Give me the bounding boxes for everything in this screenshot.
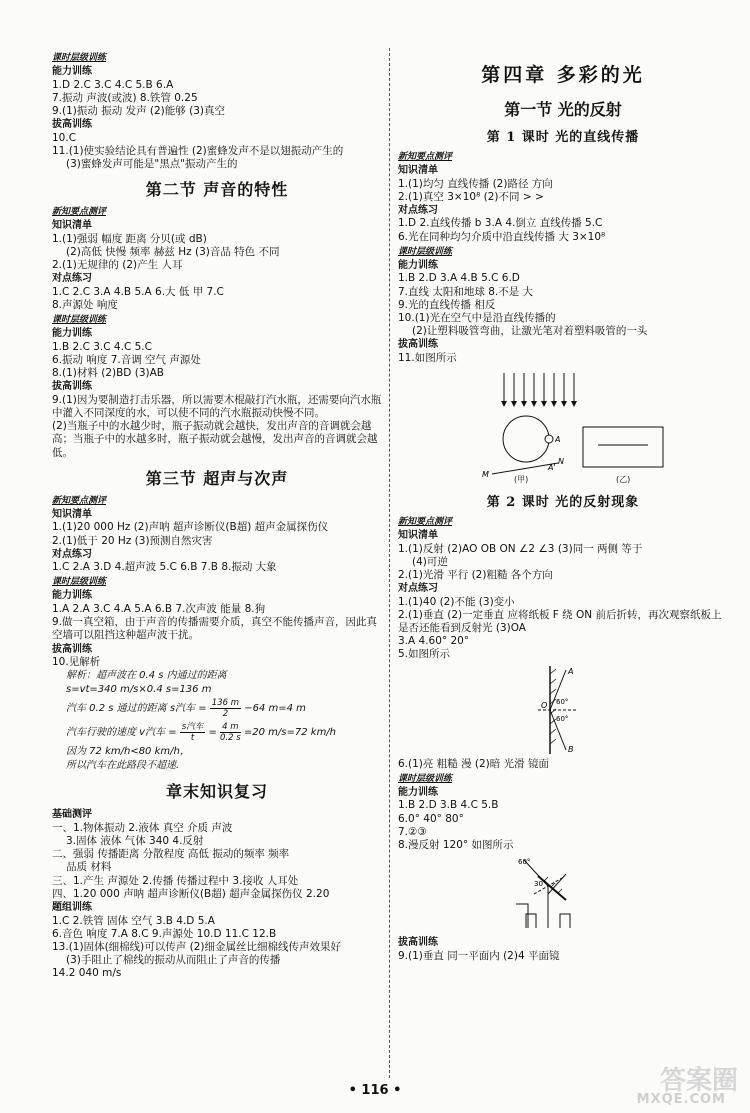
- answer-line: 三、1.产生 声源处 2.传播 传播过程中 3.接收 人耳处: [52, 874, 299, 887]
- fraction-numerator: 4 m: [220, 722, 241, 733]
- subheading: 基础测评: [52, 809, 92, 821]
- watermark-logo: 答案圈: [659, 1066, 738, 1096]
- subheading: 拔高训练: [398, 339, 438, 351]
- subheading: 题组训练: [52, 902, 92, 913]
- answer-line: 7.②③: [398, 825, 427, 838]
- moon-dot: [545, 435, 553, 443]
- tag-practice: 课时层级训练: [52, 577, 107, 588]
- chapter-title: 第四章 多彩的光: [481, 64, 645, 86]
- answer-line: 3.A 4.60° 20°: [398, 635, 470, 648]
- answer-line: 1.A 2.A 3.C 4.A 5.A 6.B 7.次声波 能量 8.狗: [52, 602, 266, 615]
- answer-line: 6.(1)亮 粗糙 漫 (2)暗 光滑 镜面: [398, 757, 549, 770]
- answer-line: 9.光的直线传播 相反: [398, 298, 496, 311]
- tag-practice: 课时层级训练: [52, 315, 107, 326]
- answer-line: 3.固体 液体 气体 340 4.反射: [66, 834, 204, 847]
- fraction: [180, 722, 205, 743]
- answer-line: 2.(1)低于 20 Hz (3)预测自然灾害: [52, 534, 213, 547]
- subheading: 能力训练: [52, 328, 92, 340]
- tag-new-knowledge: 新知要点测评: [398, 517, 453, 528]
- right-column: [398, 50, 728, 963]
- answer-line: 1.(1)强弱 幅度 距离 分贝(或 dB): [52, 232, 207, 245]
- answer-line: 品质 材料: [66, 861, 112, 874]
- section-title: 第三节 超声与次声: [145, 468, 289, 488]
- answer-paragraph: (2)当瓶子中的水越少时，瓶子振动就会越快，发出声音的音调就会越高；当瓶子中的水越多时，瓶子振动就会越慢，发出声音的音调就会越低。: [52, 420, 378, 459]
- subheading: 知识清单: [398, 165, 438, 176]
- answer-line: 2.(1)无规律的 (2)产生 人耳: [52, 259, 183, 272]
- watermark-url: MXQE.COM: [636, 1092, 726, 1107]
- subheading: 能力训练: [52, 590, 92, 602]
- solution-line: 因为 72 km/h<80 km/h，: [66, 746, 190, 758]
- angle-label-30: 30°: [534, 880, 547, 889]
- fraction-numerator: s汽车: [181, 721, 204, 732]
- page-number: • 116 •: [348, 1083, 402, 1098]
- answer-line: 1.B 2.D 3.A 4.B 5.C 6.D: [398, 272, 520, 285]
- answer-line: 10.C: [52, 131, 77, 144]
- fraction-denominator: t: [190, 732, 195, 743]
- figure-11: [398, 367, 728, 479]
- tag-practice: 课时层级训练: [398, 773, 453, 784]
- answer-line: 6.0° 40° 80°: [398, 812, 464, 825]
- answer-line: 11.(1)使实验结论具有普遍性 (2)蜜蜂发声不是以翅振动产生的: [52, 144, 344, 157]
- answer-line: 7.振动 声波(或波) 8.铁管 0.25: [52, 91, 198, 104]
- answer-line: 1.(1)反射 (2)AO OB ON ∠2 ∠3 (3)同一 两侧 等于: [398, 542, 643, 555]
- answer-line: 1.B 2.C 3.C 4.C 5.C: [52, 340, 152, 353]
- section-title: 章末知识复习: [165, 782, 268, 802]
- section-title: 第一节 光的反射: [504, 100, 622, 119]
- answer-line: 9.(1)振动 振动 发声 (2)能够 (3)真空: [52, 104, 225, 117]
- answer-line: 8.(1)材料 (2)BD (3)AB: [52, 367, 164, 380]
- screen-rectangle: [583, 427, 663, 467]
- earth-orbit-circle: [503, 416, 549, 462]
- answer-line: 11.如图所示: [398, 351, 457, 364]
- answer-line: 1.(1)40 (2)不能 (3)变小: [398, 595, 515, 608]
- base-right: [560, 914, 570, 928]
- tag-practice: 课时层级训练: [398, 246, 453, 257]
- parallel-light-rays: [504, 373, 574, 405]
- label-B: B: [568, 744, 574, 754]
- fraction-denominator: 2: [222, 708, 229, 719]
- label-A-prime: A': [548, 463, 556, 473]
- answer-line: 1.C 2.铁管 固体 空气 3.B 4.D 5.A: [52, 914, 215, 927]
- figure-8-periscope: [398, 854, 728, 934]
- subheading: 拔高训练: [52, 643, 92, 655]
- column-divider: [389, 48, 390, 1078]
- formula-text: =20 m/s=72 km/h: [243, 727, 337, 739]
- answer-line: 14.2 040 m/s: [52, 967, 122, 980]
- subheading: 拔高训练: [52, 119, 92, 131]
- answer-line: 1.B 2.D 3.B 4.C 5.B: [398, 799, 499, 812]
- formula-text: 汽车行驶的速度 v汽车 =: [66, 727, 177, 739]
- answer-line: 9.(1)垂直 同一平面内 (2)4 平面镜: [398, 949, 560, 962]
- section-title: 第二节 声音的特性: [145, 180, 289, 200]
- answer-line: 13.(1)固体(细棉线)可以传声 (2)细金属丝比细棉线传声效果好: [52, 940, 341, 953]
- tag-new-knowledge: 新知要点测评: [52, 495, 107, 506]
- answer-line: 7.直线 太阳和地球 8.不是 大: [398, 285, 534, 298]
- tag-practice: 课时层级训练: [52, 53, 107, 63]
- subheading: 对点练习: [52, 548, 92, 560]
- caption-jia: (甲): [514, 475, 529, 485]
- solution-formula: [52, 721, 382, 745]
- answer-line: 10.见解析: [52, 656, 101, 669]
- answer-line: 8.声源处 响度: [52, 299, 118, 312]
- answer-line: (3)手阻止了棉线的振动从而阻止了声音的传播: [66, 954, 281, 967]
- answer-paragraph: 2.(1)垂直 (2)一定垂直 应将纸板 F 绕 ON 前后折转，再次观察纸板上是否还能看到反射光 (3)OA: [398, 608, 722, 635]
- answer-line: (4)可逆: [412, 555, 448, 568]
- answer-line: (3)蜜蜂发声可能是"黑点"振动产生的: [66, 158, 238, 171]
- figure-5-reflection: [398, 664, 728, 756]
- fraction: [220, 722, 241, 743]
- subheading: 知识清单: [398, 530, 438, 542]
- subheading: 对点练习: [398, 583, 438, 595]
- answer-line: 2.(1)真空 3×10⁸ (2)不同 > >: [398, 190, 544, 203]
- formula-text: =: [208, 727, 217, 739]
- solution-formula: [52, 697, 382, 721]
- angle-label-2: 60°: [556, 714, 569, 723]
- lesson-title: 第 1 课时 光的直线传播: [486, 130, 640, 145]
- figure-caption-row: [398, 473, 728, 485]
- label-A: A: [555, 435, 561, 445]
- answer-line: 8.漫反射 120° 如图所示: [398, 838, 514, 851]
- answer-line: 1.C 2.C 3.A 4.B 5.A 6.大 低 甲 7.C: [52, 285, 224, 298]
- arrow-heads: [501, 401, 577, 407]
- subheading: 拔高训练: [398, 937, 438, 949]
- answer-line: 1.C 2.A 3.D 4.超声波 5.C 6.B 7.B 8.振动 大象: [52, 561, 277, 574]
- answer-line: 10.(1)光在空气中是沿直线传播的: [398, 311, 556, 324]
- answer-line: 1.D 2.C 3.C 4.C 5.B 6.A: [52, 78, 174, 91]
- subheading: 知识清单: [52, 508, 92, 520]
- fraction: [210, 698, 241, 719]
- angle-label-1: 60°: [556, 697, 569, 706]
- left-column: [52, 50, 382, 981]
- answer-line: 6.音色 响度 7.A 8.C 9.声源处 10.D 11.C 12.B: [52, 927, 277, 940]
- subheading: 能力训练: [398, 259, 438, 271]
- label-A: A: [568, 666, 574, 676]
- answer-line: 1.(1)20 000 Hz (2)声呐 超声诊断仪(B超) 超声金属探伤仪: [52, 521, 329, 534]
- solution-line: s=vt=340 m/s×0.4 s=136 m: [66, 684, 212, 696]
- tag-new-knowledge: 新知要点测评: [52, 207, 107, 218]
- label-O: O: [541, 700, 548, 710]
- subheading: 对点练习: [52, 273, 92, 285]
- caption-yi: (乙): [616, 475, 631, 485]
- subheading: 能力训练: [398, 786, 438, 798]
- solution-line: 所以汽车在此路段不超速.: [66, 760, 180, 772]
- angle-label-60: 60°: [518, 858, 531, 867]
- answer-line: (2)让塑料吸管弯曲，让激光笔对着塑料吸管的一头: [412, 325, 648, 338]
- lesson-title: 第 2 课时 光的反射现象: [486, 495, 640, 511]
- answer-line: 一、1.物体振动 2.液体 真空 介质 声波: [52, 821, 233, 834]
- answer-line: (2)高低 快慢 频率 赫兹 Hz (3)音品 特色 不同: [66, 245, 280, 258]
- formula-text: 汽车 0.2 s 通过的距离 s汽车 =: [66, 703, 207, 715]
- answer-line: 1.(1)均匀 直线传播 (2)路径 方向: [398, 177, 553, 190]
- answer-line: 5.如图所示: [398, 648, 451, 661]
- formula-text: −64 m=4 m: [244, 703, 306, 715]
- answer-paragraph: 9.(1)因为要制造打击乐器，所以需要木棍敲打汽水瓶，还需要向汽水瓶中灌入不同深度的水，可以使不同的汽水瓶振动快慢不同。: [52, 393, 382, 420]
- label-N: N: [558, 457, 564, 467]
- tag-new-knowledge: 新知要点测评: [398, 152, 453, 162]
- answer-line: 1.D 2.直线传播 b 3.A 4.倒立 直线传播 5.C: [398, 217, 603, 230]
- subheading: 拔高训练: [52, 381, 92, 393]
- solution-line: 解析：超声波在 0.4 s 内通过的距离: [66, 670, 227, 682]
- subheading: 知识清单: [52, 220, 92, 232]
- fraction-denominator: 0.2 s: [220, 732, 241, 743]
- subheading: 能力训练: [52, 66, 92, 77]
- label-M: M: [482, 470, 489, 480]
- answer-paragraph: 9.做一真空箱，由于声音的传播需要介质，真空不能传播声音，因此真空墙可以阻挡这种超声波干扰。: [52, 616, 378, 642]
- answer-line: 二、强弱 传播距离 分散程度 高低 振动的频率 频率: [52, 848, 290, 861]
- fraction-numerator: 136 m: [211, 697, 240, 708]
- answer-line: 四、1.20 000 声呐 超声诊断仪(B超) 超声金属探伤仪 2.20: [52, 887, 330, 900]
- answer-line: 6.振动 响度 7.音调 空气 声源处: [52, 353, 201, 366]
- subheading: 对点练习: [398, 204, 438, 216]
- answer-line: 2.(1)光滑 平行 (2)粗糙 各个方向: [398, 568, 553, 581]
- answer-line: 6.光在同种均匀介质中沿直线传播 大 3×10⁸: [398, 230, 606, 243]
